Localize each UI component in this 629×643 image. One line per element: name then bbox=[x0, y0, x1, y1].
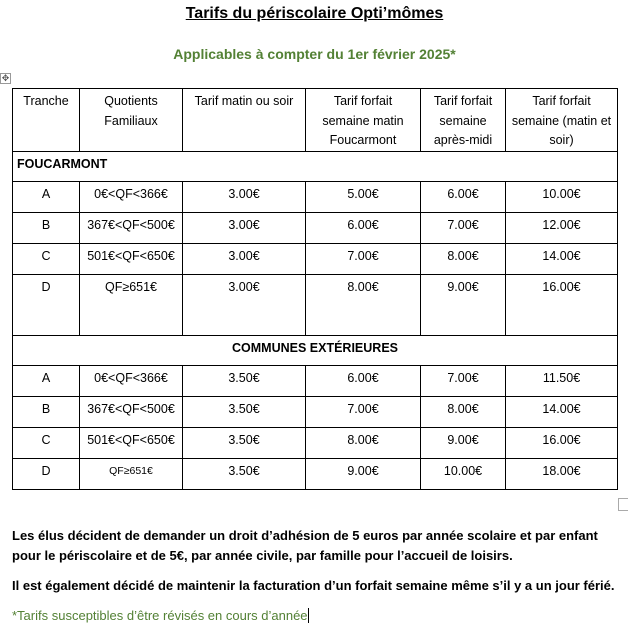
cell-price: 7.00€ bbox=[306, 396, 421, 427]
cell-price: 18.00€ bbox=[506, 458, 618, 489]
cell-quotient: 0€<QF<366€ bbox=[80, 365, 183, 396]
cell-price: 3.00€ bbox=[183, 243, 306, 274]
cell-quotient: 367€<QF<500€ bbox=[80, 396, 183, 427]
document-title: Tarifs du périscolaire Opti’mômes bbox=[185, 5, 444, 22]
cell-price: 6.00€ bbox=[306, 212, 421, 243]
cell-tranche: A bbox=[13, 181, 80, 212]
cell-tranche: B bbox=[13, 396, 80, 427]
section-title: COMMUNES EXTÉRIEURES bbox=[13, 335, 618, 365]
cell-quotient: 501€<QF<650€ bbox=[80, 243, 183, 274]
cell-price: 12.00€ bbox=[506, 212, 618, 243]
cell-tranche: B bbox=[13, 212, 80, 243]
table-header-row bbox=[13, 89, 618, 152]
cell-price: 6.00€ bbox=[306, 365, 421, 396]
table-row bbox=[13, 427, 618, 458]
cell-quotient: 501€<QF<650€ bbox=[80, 427, 183, 458]
cell-price: 3.00€ bbox=[183, 212, 306, 243]
cell-price: 3.50€ bbox=[183, 458, 306, 489]
section-row-foucarmont bbox=[13, 151, 618, 181]
cell-price: 10.00€ bbox=[506, 181, 618, 212]
header-forfait-matin-soir: Tarif forfait semaine (matin et soir) bbox=[506, 89, 618, 152]
cell-tranche: A bbox=[13, 365, 80, 396]
cell-tranche: C bbox=[13, 427, 80, 458]
table-resize-handle[interactable] bbox=[618, 498, 628, 511]
cell-quotient: QF≥651€ bbox=[80, 274, 183, 335]
cell-price: 7.00€ bbox=[421, 365, 506, 396]
header-quotients: Quotients Familiaux bbox=[80, 89, 183, 152]
paragraph-adhesion: Les élus décident de demander un droit d’adhésion de 5 euros par année scolaire et par enfant pour le périscolaire et de 5€, par année civile, par famille pour l’accueil de loisirs. bbox=[12, 528, 598, 563]
header-forfait-matin: Tarif forfait semaine matin Foucarmont bbox=[306, 89, 421, 152]
cell-quotient: QF≥651€ bbox=[80, 458, 183, 489]
table-row bbox=[13, 181, 618, 212]
table-row bbox=[13, 212, 618, 243]
cell-price: 3.00€ bbox=[183, 274, 306, 335]
cell-price: 3.50€ bbox=[183, 427, 306, 458]
header-tranche: Tranche bbox=[13, 89, 80, 152]
cell-price: 16.00€ bbox=[506, 274, 618, 335]
text-cursor bbox=[308, 608, 309, 623]
cell-price: 8.00€ bbox=[421, 396, 506, 427]
cell-price: 3.50€ bbox=[183, 365, 306, 396]
cell-tranche: D bbox=[13, 274, 80, 335]
cell-price: 9.00€ bbox=[306, 458, 421, 489]
cell-price: 9.00€ bbox=[421, 427, 506, 458]
section-row-communes-exterieures bbox=[13, 335, 618, 365]
table-move-handle-icon[interactable]: ✥ bbox=[1, 73, 10, 83]
table-row bbox=[13, 274, 618, 335]
footnote[interactable] bbox=[12, 606, 309, 626]
cell-price: 16.00€ bbox=[506, 427, 618, 458]
cell-quotient: 367€<QF<500€ bbox=[80, 212, 183, 243]
cell-price: 8.00€ bbox=[306, 274, 421, 335]
table-row bbox=[13, 365, 618, 396]
cell-price: 8.00€ bbox=[421, 243, 506, 274]
footnote-text: *Tarifs susceptibles d’être révisés en cours d’année bbox=[12, 608, 308, 623]
cell-price: 7.00€ bbox=[306, 243, 421, 274]
cell-quotient: 0€<QF<366€ bbox=[80, 181, 183, 212]
table-row bbox=[13, 396, 618, 427]
header-tarif-matin-soir: Tarif matin ou soir bbox=[183, 89, 306, 152]
header-forfait-apres-midi: Tarif forfait semaine après-midi bbox=[421, 89, 506, 152]
cell-price: 6.00€ bbox=[421, 181, 506, 212]
section-title: FOUCARMONT bbox=[13, 151, 618, 181]
table-row bbox=[13, 243, 618, 274]
cell-tranche: D bbox=[13, 458, 80, 489]
paragraph-jour-ferie: Il est également décidé de maintenir la facturation d’un forfait semaine même s’il y a un jour férié. bbox=[12, 578, 615, 593]
cell-price: 9.00€ bbox=[421, 274, 506, 335]
cell-price: 11.50€ bbox=[506, 365, 618, 396]
cell-price: 7.00€ bbox=[421, 212, 506, 243]
cell-price: 14.00€ bbox=[506, 243, 618, 274]
tarifs-table bbox=[12, 88, 618, 490]
cell-price: 3.50€ bbox=[183, 396, 306, 427]
cell-price: 8.00€ bbox=[306, 427, 421, 458]
cell-price: 10.00€ bbox=[421, 458, 506, 489]
cell-price: 5.00€ bbox=[306, 181, 421, 212]
table-row bbox=[13, 458, 618, 489]
cell-price: 14.00€ bbox=[506, 396, 618, 427]
document-subtitle: Applicables à compter du 1er février 2025* bbox=[173, 46, 456, 62]
cell-price: 3.00€ bbox=[183, 181, 306, 212]
cell-tranche: C bbox=[13, 243, 80, 274]
